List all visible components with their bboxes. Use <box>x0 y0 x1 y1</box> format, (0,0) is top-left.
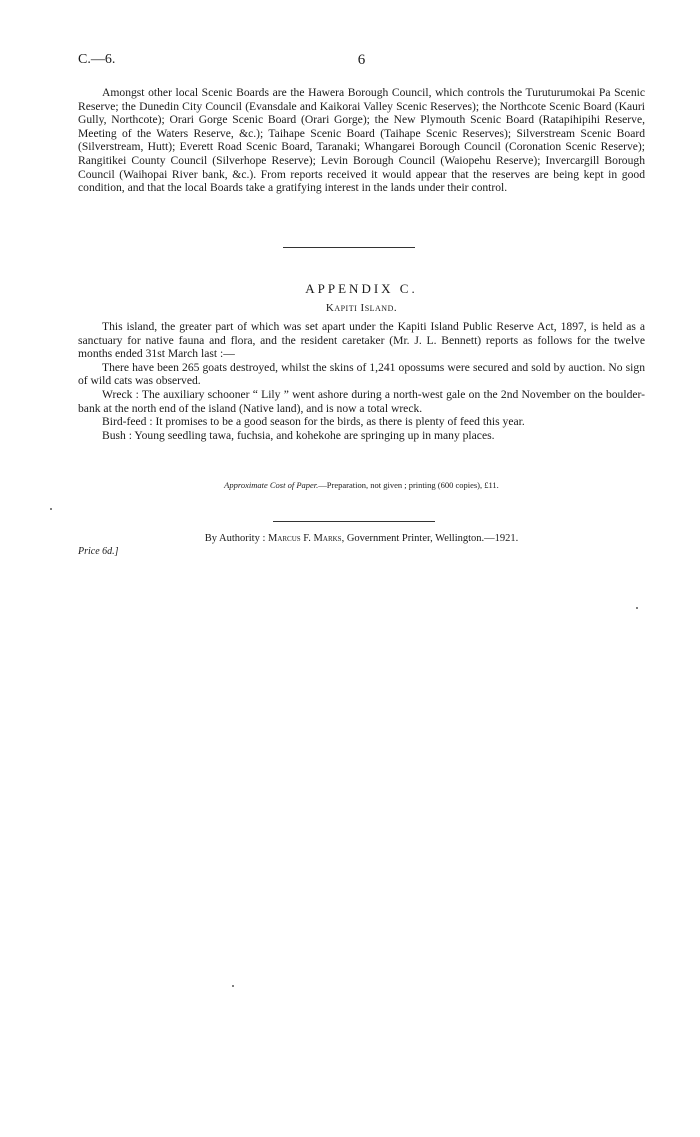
intro-section <box>78 86 645 195</box>
scan-speck <box>50 508 52 510</box>
appendix-paragraph-bird-feed: Bird-feed : It promises to be a good season for the birds, as there is plenty of feed this year. <box>102 415 525 429</box>
intro-paragraph: Amongst other local Scenic Boards are the Hawera Borough Council, which controls the Turuturumokai Pa Scenic Reserve; the Dunedin City Council (Evansdale and Kaikorai Valley Scenic Reserves); the Northcote Scenic Board (Kauri Gully, Northcote); Orari Gorge Scenic Board (Orari Gorge); the New Plymouth Scenic Board (Ratapihipihi Reserve, Meeting of the Waters Reserve, &c.); Taihape Scenic Board (Taihape Scenic Reserves); Silverstream Scenic Board (Silverstream, Hutt); Everett Road Scenic Board, Taranaki; Whangarei Borough Council (Coronation Scenic Reserve); Rangitikei County Council (Silverhope Reserve); Levin Borough Council (Waiopehu Reserve); Invercargill Borough Council (Waihopai River bank, &c.). From reports received it would appear that the reserves are being kept in good condition, and that the local Boards take a gratifying interest in the lands under their control. <box>78 86 645 195</box>
cost-note-label: Approximate Cost of Paper. <box>224 480 319 490</box>
scan-speck <box>636 607 638 609</box>
imprint-prefix: By Authority : <box>204 533 268 544</box>
appendix-paragraph-intro: This island, the greater part of which was set apart under the Kapiti Island Public Reserve Act, 1897, is held as a sanctuary for native fauna and flora, and the resident caretaker (Mr. J. L. Bennett) reports as follows for the twelve months ended 31st March last :— <box>78 320 645 361</box>
appendix-paragraph-bush: Bush : Young seedling tawa, fuchsia, and kohekohe are springing up in many places. <box>102 428 495 442</box>
page-number: 6 <box>357 52 366 68</box>
page-header <box>78 52 645 72</box>
section-divider <box>283 247 415 248</box>
printer-name: Marcus F. Marks <box>268 533 342 544</box>
imprint-divider <box>273 521 435 522</box>
appendix-body <box>78 320 645 442</box>
cost-note-text: —Preparation, not given ; printing (600 copies), £11. <box>318 480 499 490</box>
appendix-paragraph-goats: There have been 265 goats destroyed, whilst the skins of 1,241 opossums were secured and sold by auction. No sign of wild cats was observed. <box>78 360 645 388</box>
appendix-subtitle: Kapiti Island. <box>325 302 398 314</box>
appendix-title: APPENDIX C. <box>305 281 418 296</box>
cost-note <box>78 480 645 490</box>
imprint-suffix: , Government Printer, Wellington.—1921. <box>341 533 519 544</box>
scan-speck <box>232 985 234 987</box>
price-note: Price 6d.] <box>78 546 119 557</box>
printer-imprint <box>78 533 645 544</box>
appendix-paragraph-wreck: Wreck : The auxiliary schooner “ Lily ” went ashore during a north-west gale on the 2nd November on the boulder-bank at the north end of the island (Native land), and is now a total wreck. <box>78 387 645 415</box>
page-reference: C.—6. <box>78 52 116 67</box>
